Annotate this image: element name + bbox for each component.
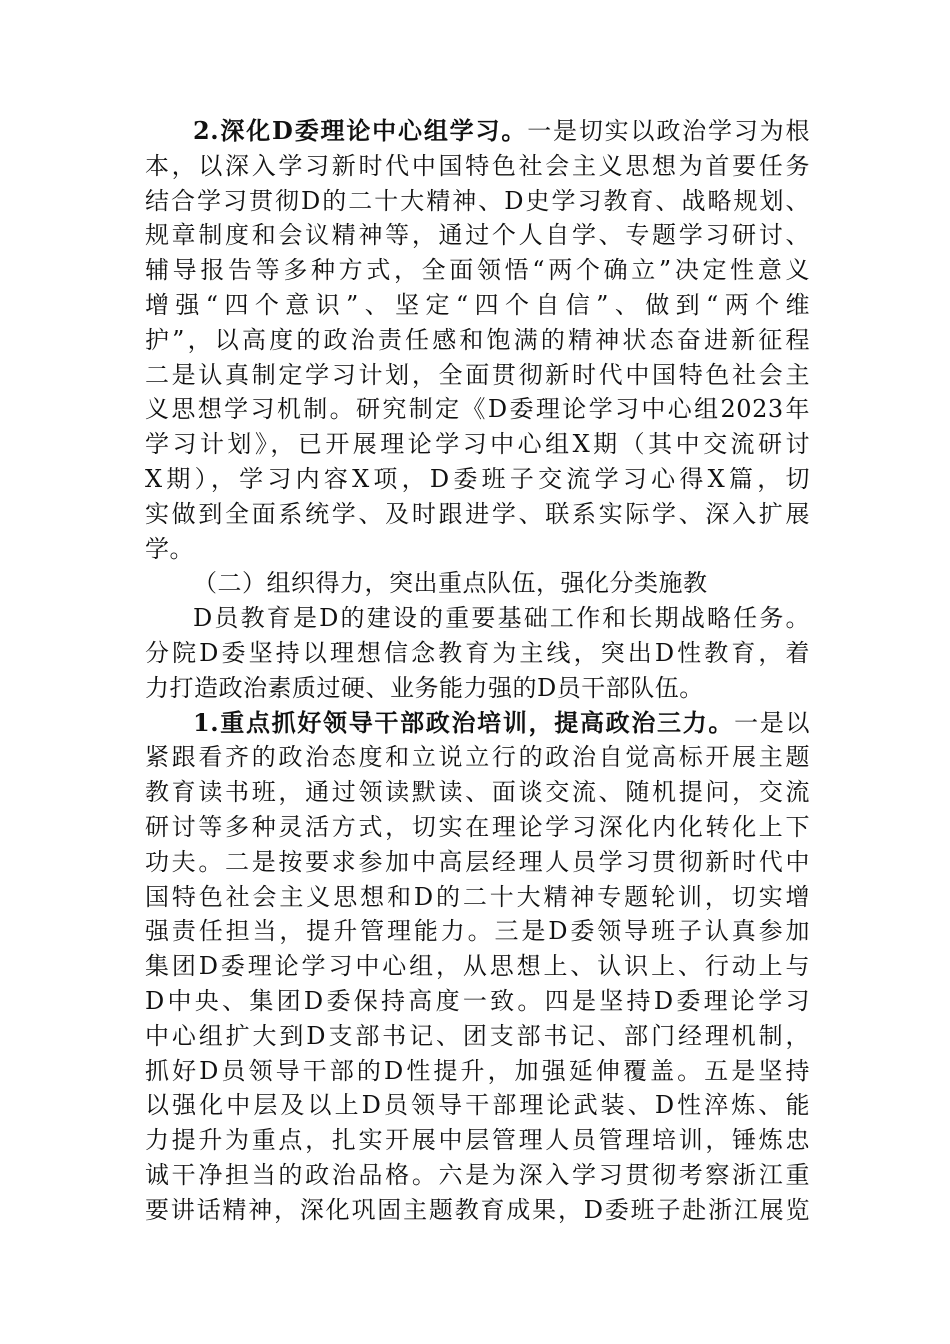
body-text: 集团D委理论学习中心组，从思想上、认识上、行动上与 xyxy=(145,952,810,981)
body-text: 抓好D员领导干部的D性提升，加强延伸覆盖。五是坚持 xyxy=(145,1056,810,1085)
body-text: 学。 xyxy=(145,534,194,563)
text-line xyxy=(145,288,810,323)
text-line xyxy=(145,149,810,184)
document-page xyxy=(145,114,810,1228)
body-text: 辅导报告等多种方式，全面领悟“两个确立”决定性意义 xyxy=(145,256,810,285)
text-line xyxy=(145,880,810,915)
body-text: 紧跟看齐的政治态度和立说立行的政治自觉高标开展主题 xyxy=(145,743,810,772)
text-line xyxy=(145,1123,810,1158)
text-line xyxy=(145,775,810,810)
text-line xyxy=(145,636,810,671)
body-text: 一是切实以政治学习为根 xyxy=(527,117,811,145)
text-line xyxy=(145,323,810,358)
body-text: 以强化中层及以上D员领导干部理论武装、D性淬炼、能 xyxy=(145,1091,810,1120)
text-line xyxy=(145,462,810,497)
body-text: 一是以 xyxy=(734,708,810,737)
text-line xyxy=(145,427,810,462)
text-line xyxy=(145,845,810,880)
text-line xyxy=(145,532,810,567)
body-text: 强责任担当，提升管理能力。三是D委领导班子认真参加 xyxy=(145,917,810,946)
body-text: 功夫。二是按要求参加中高层经理人员学习贯彻新时代中 xyxy=(145,847,810,876)
body-text: 规章制度和会议精神等，通过个人自学、专题学习研讨、 xyxy=(145,221,810,250)
text-line xyxy=(145,184,810,219)
body-text: 二是认真制定学习计划，全面贯彻新时代中国特色社会主 xyxy=(145,360,810,389)
text-line xyxy=(145,740,810,775)
text-line xyxy=(145,1019,810,1054)
body-text: 诚干净担当的政治品格。六是为深入学习贯彻考察浙江重 xyxy=(145,1160,810,1189)
text-line xyxy=(145,984,810,1019)
text-line xyxy=(145,914,810,949)
text-line xyxy=(145,810,810,845)
text-line xyxy=(145,1193,810,1228)
body-text: （二）组织得力，突出重点队伍，强化分类施教 xyxy=(193,569,708,598)
text-line xyxy=(145,706,810,741)
body-text: 力提升为重点，扎实开展中层管理人员管理培训，锤炼忠 xyxy=(145,1126,810,1155)
body-text: 护”，以高度的政治责任感和饱满的精神状态奋进新征程 xyxy=(145,325,810,354)
body-text: 要讲话精神，深化巩固主题教育成果，D委班子赴浙江展览 xyxy=(145,1195,810,1224)
text-line xyxy=(145,601,810,636)
text-line xyxy=(145,671,810,706)
text-line xyxy=(145,1158,810,1193)
body-text: 力打造政治素质过硬、业务能力强的D员干部队伍。 xyxy=(145,673,704,702)
body-text: 国特色社会主义思想和D的二十大精神专题轮训，切实增 xyxy=(145,882,810,911)
text-line xyxy=(145,497,810,532)
body-text: 本，以深入学习新时代中国特色社会主义思想为首要任务 xyxy=(145,151,810,180)
body-text: 分院D委坚持以理想信念教育为主线，突出D性教育，着 xyxy=(145,638,810,667)
body-text: 增强“四个意识”、坚定“四个自信”、做到“两个维 xyxy=(145,290,810,319)
body-text: 义思想学习机制。研究制定《D委理论学习中心组2023年 xyxy=(145,395,810,424)
body-text: 教育读书班，通过领读默读、面谈交流、随机提问，交流 xyxy=(145,778,810,807)
text-line xyxy=(145,218,810,253)
body-text: D员教育是D的建设的重要基础工作和长期战略任务。 xyxy=(193,604,810,633)
text-line xyxy=(145,566,810,601)
text-line xyxy=(145,358,810,393)
body-text: 实做到全面系统学、及时跟进学、联系实际学、深入扩展 xyxy=(145,499,810,528)
text-line xyxy=(145,949,810,984)
text-line xyxy=(145,1088,810,1123)
text-line xyxy=(145,1054,810,1089)
section-heading: 1.重点抓好领导干部政治培训，提高政治三力。 xyxy=(193,707,735,737)
section-heading: 2.深化D委理论中心组学习。 xyxy=(193,116,528,145)
text-line xyxy=(145,253,810,288)
body-text: D中央、集团D委保持高度一致。四是坚持D委理论学习 xyxy=(145,986,810,1015)
body-text: 中心组扩大到D支部书记、团支部书记、部门经理机制， xyxy=(145,1021,810,1050)
text-line xyxy=(145,392,810,427)
body-text: X期），学习内容X项，D委班子交流学习心得X篇，切 xyxy=(145,464,810,493)
body-text: 研讨等多种灵活方式，切实在理论学习深化内化转化上下 xyxy=(145,812,810,841)
body-text: 结合学习贯彻D的二十大精神、D史学习教育、战略规划、 xyxy=(145,186,810,215)
text-line xyxy=(145,114,810,149)
body-text: 学习计划》，已开展理论学习中心组X期（其中交流研讨 xyxy=(145,430,810,459)
